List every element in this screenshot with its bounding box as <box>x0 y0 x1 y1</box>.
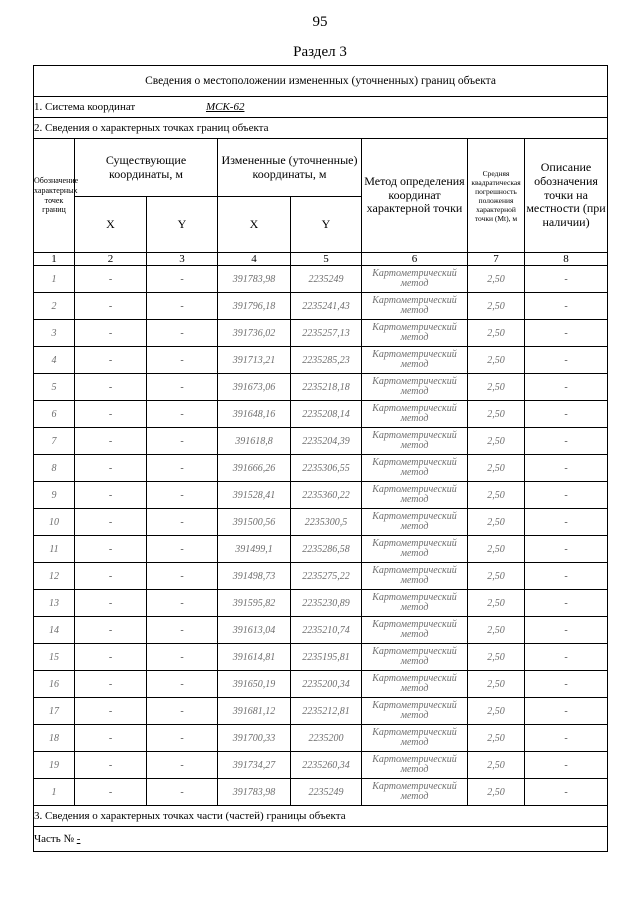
precision-cell: 2,50 <box>468 266 525 293</box>
changed-x: 391618,8 <box>218 428 291 455</box>
header-existing-coords: Существующие координаты, м <box>75 139 218 197</box>
header-description: Описание обозначения точки на местности (при наличии) <box>525 139 608 253</box>
section-title: Раздел 3 <box>293 44 347 60</box>
existing-x: - <box>75 293 147 320</box>
existing-x: - <box>75 509 147 536</box>
table-row <box>34 779 608 806</box>
changed-y: 2235300,5 <box>291 509 362 536</box>
precision-cell: 2,50 <box>468 455 525 482</box>
existing-x: - <box>75 455 147 482</box>
point-number: 1 <box>34 779 75 806</box>
method-cell: Картометрический метод <box>362 644 468 671</box>
method-cell: Картометрический метод <box>362 779 468 806</box>
existing-y: - <box>147 590 218 617</box>
point-number: 10 <box>34 509 75 536</box>
existing-x: - <box>75 482 147 509</box>
table-row <box>34 482 608 509</box>
existing-x: - <box>75 563 147 590</box>
method-cell: Картометрический метод <box>362 698 468 725</box>
changed-y: 2235260,34 <box>291 752 362 779</box>
point-number: 13 <box>34 590 75 617</box>
part-value: - <box>76 833 81 845</box>
description-cell: - <box>525 779 608 806</box>
changed-x: 391713,21 <box>218 347 291 374</box>
description-cell: - <box>525 428 608 455</box>
existing-x: - <box>75 617 147 644</box>
existing-y: - <box>147 617 218 644</box>
changed-y: 2235218,18 <box>291 374 362 401</box>
method-cell: Картометрический метод <box>362 536 468 563</box>
header-precision: Средняя квадратическая погрешность положения характерной точки (Mt), м <box>468 139 525 253</box>
header-changed-coords: Измененные (уточненные) координаты, м <box>218 139 362 197</box>
table-row <box>34 293 608 320</box>
existing-x: - <box>75 671 147 698</box>
changed-x: 391736,02 <box>218 320 291 347</box>
existing-x: - <box>75 266 147 293</box>
method-cell: Картометрический метод <box>362 563 468 590</box>
existing-x: - <box>75 428 147 455</box>
precision-cell: 2,50 <box>468 563 525 590</box>
description-cell: - <box>525 374 608 401</box>
header-changed-x: X <box>218 197 291 253</box>
table-row <box>34 752 608 779</box>
existing-x: - <box>75 752 147 779</box>
method-cell: Картометрический метод <box>362 428 468 455</box>
precision-cell: 2,50 <box>468 644 525 671</box>
description-cell: - <box>525 536 608 563</box>
header-existing-x: X <box>75 197 147 253</box>
point-number: 17 <box>34 698 75 725</box>
changed-y: 2235285,23 <box>291 347 362 374</box>
changed-y: 2235208,14 <box>291 401 362 428</box>
column-number: 1 <box>34 253 75 266</box>
precision-cell: 2,50 <box>468 293 525 320</box>
point-number: 7 <box>34 428 75 455</box>
existing-x: - <box>75 725 147 752</box>
existing-y: - <box>147 455 218 482</box>
parts-heading: 3. Сведения о характерных точках части (частей) границы объекта <box>34 806 608 827</box>
table-row <box>34 644 608 671</box>
table-row <box>34 671 608 698</box>
precision-cell: 2,50 <box>468 752 525 779</box>
precision-cell: 2,50 <box>468 401 525 428</box>
description-cell: - <box>525 401 608 428</box>
description-cell: - <box>525 752 608 779</box>
existing-y: - <box>147 293 218 320</box>
table-row <box>34 320 608 347</box>
table-row <box>34 590 608 617</box>
changed-x: 391796,18 <box>218 293 291 320</box>
method-cell: Картометрический метод <box>362 320 468 347</box>
changed-y: 2235360,22 <box>291 482 362 509</box>
point-number: 14 <box>34 617 75 644</box>
existing-y: - <box>147 401 218 428</box>
changed-y: 2235275,22 <box>291 563 362 590</box>
existing-y: - <box>147 428 218 455</box>
description-cell: - <box>525 293 608 320</box>
table-row <box>34 374 608 401</box>
table-row <box>34 617 608 644</box>
method-cell: Картометрический метод <box>362 617 468 644</box>
description-cell: - <box>525 563 608 590</box>
existing-y: - <box>147 374 218 401</box>
precision-cell: 2,50 <box>468 320 525 347</box>
column-number: 7 <box>468 253 525 266</box>
changed-y: 2235230,89 <box>291 590 362 617</box>
description-cell: - <box>525 320 608 347</box>
changed-y: 2235195,81 <box>291 644 362 671</box>
method-cell: Картометрический метод <box>362 590 468 617</box>
precision-cell: 2,50 <box>468 725 525 752</box>
changed-y: 2235249 <box>291 266 362 293</box>
point-number: 6 <box>34 401 75 428</box>
existing-x: - <box>75 644 147 671</box>
existing-x: - <box>75 779 147 806</box>
point-number: 9 <box>34 482 75 509</box>
changed-y: 2235200 <box>291 725 362 752</box>
changed-x: 391613,04 <box>218 617 291 644</box>
precision-cell: 2,50 <box>468 698 525 725</box>
existing-x: - <box>75 374 147 401</box>
point-number: 18 <box>34 725 75 752</box>
description-cell: - <box>525 644 608 671</box>
changed-y: 2235241,43 <box>291 293 362 320</box>
precision-cell: 2,50 <box>468 671 525 698</box>
changed-x: 391666,26 <box>218 455 291 482</box>
changed-y: 2235286,58 <box>291 536 362 563</box>
existing-y: - <box>147 347 218 374</box>
changed-x: 391650,19 <box>218 671 291 698</box>
changed-x: 391595,82 <box>218 590 291 617</box>
column-number: 6 <box>362 253 468 266</box>
changed-y: 2235257,13 <box>291 320 362 347</box>
changed-x: 391673,06 <box>218 374 291 401</box>
point-number: 5 <box>34 374 75 401</box>
changed-x: 391783,98 <box>218 779 291 806</box>
method-cell: Картометрический метод <box>362 509 468 536</box>
table-row <box>34 509 608 536</box>
changed-x: 391499,1 <box>218 536 291 563</box>
precision-cell: 2,50 <box>468 482 525 509</box>
existing-x: - <box>75 698 147 725</box>
column-number: 5 <box>291 253 362 266</box>
existing-x: - <box>75 536 147 563</box>
description-cell: - <box>525 617 608 644</box>
changed-y: 2235306,55 <box>291 455 362 482</box>
existing-y: - <box>147 563 218 590</box>
existing-y: - <box>147 779 218 806</box>
table-row <box>34 428 608 455</box>
points-heading: 2. Сведения о характерных точках границ объекта <box>34 118 608 139</box>
table-row <box>34 563 608 590</box>
changed-x: 391734,27 <box>218 752 291 779</box>
table-row <box>34 455 608 482</box>
header-changed-y: Y <box>291 197 362 253</box>
description-cell: - <box>525 509 608 536</box>
precision-cell: 2,50 <box>468 374 525 401</box>
method-cell: Картометрический метод <box>362 455 468 482</box>
column-number: 8 <box>525 253 608 266</box>
changed-y: 2235210,74 <box>291 617 362 644</box>
header-existing-y: Y <box>147 197 218 253</box>
table-row <box>34 725 608 752</box>
point-number: 3 <box>34 320 75 347</box>
changed-y: 2235212,81 <box>291 698 362 725</box>
precision-cell: 2,50 <box>468 617 525 644</box>
description-cell: - <box>525 671 608 698</box>
description-cell: - <box>525 266 608 293</box>
changed-x: 391614,81 <box>218 644 291 671</box>
precision-cell: 2,50 <box>468 428 525 455</box>
method-cell: Картометрический метод <box>362 293 468 320</box>
method-cell: Картометрический метод <box>362 347 468 374</box>
changed-x: 391681,12 <box>218 698 291 725</box>
method-cell: Картометрический метод <box>362 401 468 428</box>
existing-x: - <box>75 590 147 617</box>
part-label: Часть № <box>34 833 74 845</box>
point-number: 12 <box>34 563 75 590</box>
existing-x: - <box>75 347 147 374</box>
changed-x: 391528,41 <box>218 482 291 509</box>
description-cell: - <box>525 455 608 482</box>
table-title: Сведения о местоположении измененных (уточненных) границ объекта <box>34 66 608 97</box>
point-number: 4 <box>34 347 75 374</box>
precision-cell: 2,50 <box>468 590 525 617</box>
description-cell: - <box>525 725 608 752</box>
existing-x: - <box>75 401 147 428</box>
existing-y: - <box>147 266 218 293</box>
changed-x: 391498,73 <box>218 563 291 590</box>
table-row <box>34 347 608 374</box>
description-cell: - <box>525 347 608 374</box>
column-number: 3 <box>147 253 218 266</box>
table-row <box>34 266 608 293</box>
existing-y: - <box>147 698 218 725</box>
precision-cell: 2,50 <box>468 779 525 806</box>
existing-y: - <box>147 671 218 698</box>
existing-x: - <box>75 320 147 347</box>
description-cell: - <box>525 482 608 509</box>
existing-y: - <box>147 320 218 347</box>
table-row <box>34 698 608 725</box>
changed-y: 2235200,34 <box>291 671 362 698</box>
existing-y: - <box>147 752 218 779</box>
precision-cell: 2,50 <box>468 347 525 374</box>
method-cell: Картометрический метод <box>362 482 468 509</box>
column-number: 2 <box>75 253 147 266</box>
existing-y: - <box>147 644 218 671</box>
changed-x: 391700,33 <box>218 725 291 752</box>
method-cell: Картометрический метод <box>362 725 468 752</box>
method-cell: Картометрический метод <box>362 374 468 401</box>
coord-system-value: МСК-62 <box>205 101 245 113</box>
point-number: 16 <box>34 671 75 698</box>
method-cell: Картометрический метод <box>362 266 468 293</box>
method-cell: Картометрический метод <box>362 671 468 698</box>
changed-x: 391648,16 <box>218 401 291 428</box>
coord-system-row <box>34 97 608 118</box>
point-number: 19 <box>34 752 75 779</box>
page-number: 95 <box>312 14 328 30</box>
point-number: 15 <box>34 644 75 671</box>
part-row <box>34 827 608 852</box>
point-number: 2 <box>34 293 75 320</box>
table-row <box>34 401 608 428</box>
boundary-table <box>33 65 608 852</box>
changed-y: 2235249 <box>291 779 362 806</box>
header-method: Метод определения координат характерной точки <box>362 139 468 253</box>
changed-x: 391783,98 <box>218 266 291 293</box>
method-cell: Картометрический метод <box>362 752 468 779</box>
existing-y: - <box>147 725 218 752</box>
coord-system-label: 1. Система координат <box>34 101 136 113</box>
existing-y: - <box>147 482 218 509</box>
precision-cell: 2,50 <box>468 536 525 563</box>
point-number: 11 <box>34 536 75 563</box>
table-row <box>34 536 608 563</box>
existing-y: - <box>147 536 218 563</box>
column-numbers-row <box>34 253 608 266</box>
point-number: 8 <box>34 455 75 482</box>
point-number: 1 <box>34 266 75 293</box>
precision-cell: 2,50 <box>468 509 525 536</box>
description-cell: - <box>525 590 608 617</box>
existing-y: - <box>147 509 218 536</box>
description-cell: - <box>525 698 608 725</box>
column-number: 4 <box>218 253 291 266</box>
header-designation: Обозначение характерных точек границ <box>34 139 75 253</box>
changed-y: 2235204,39 <box>291 428 362 455</box>
changed-x: 391500,56 <box>218 509 291 536</box>
